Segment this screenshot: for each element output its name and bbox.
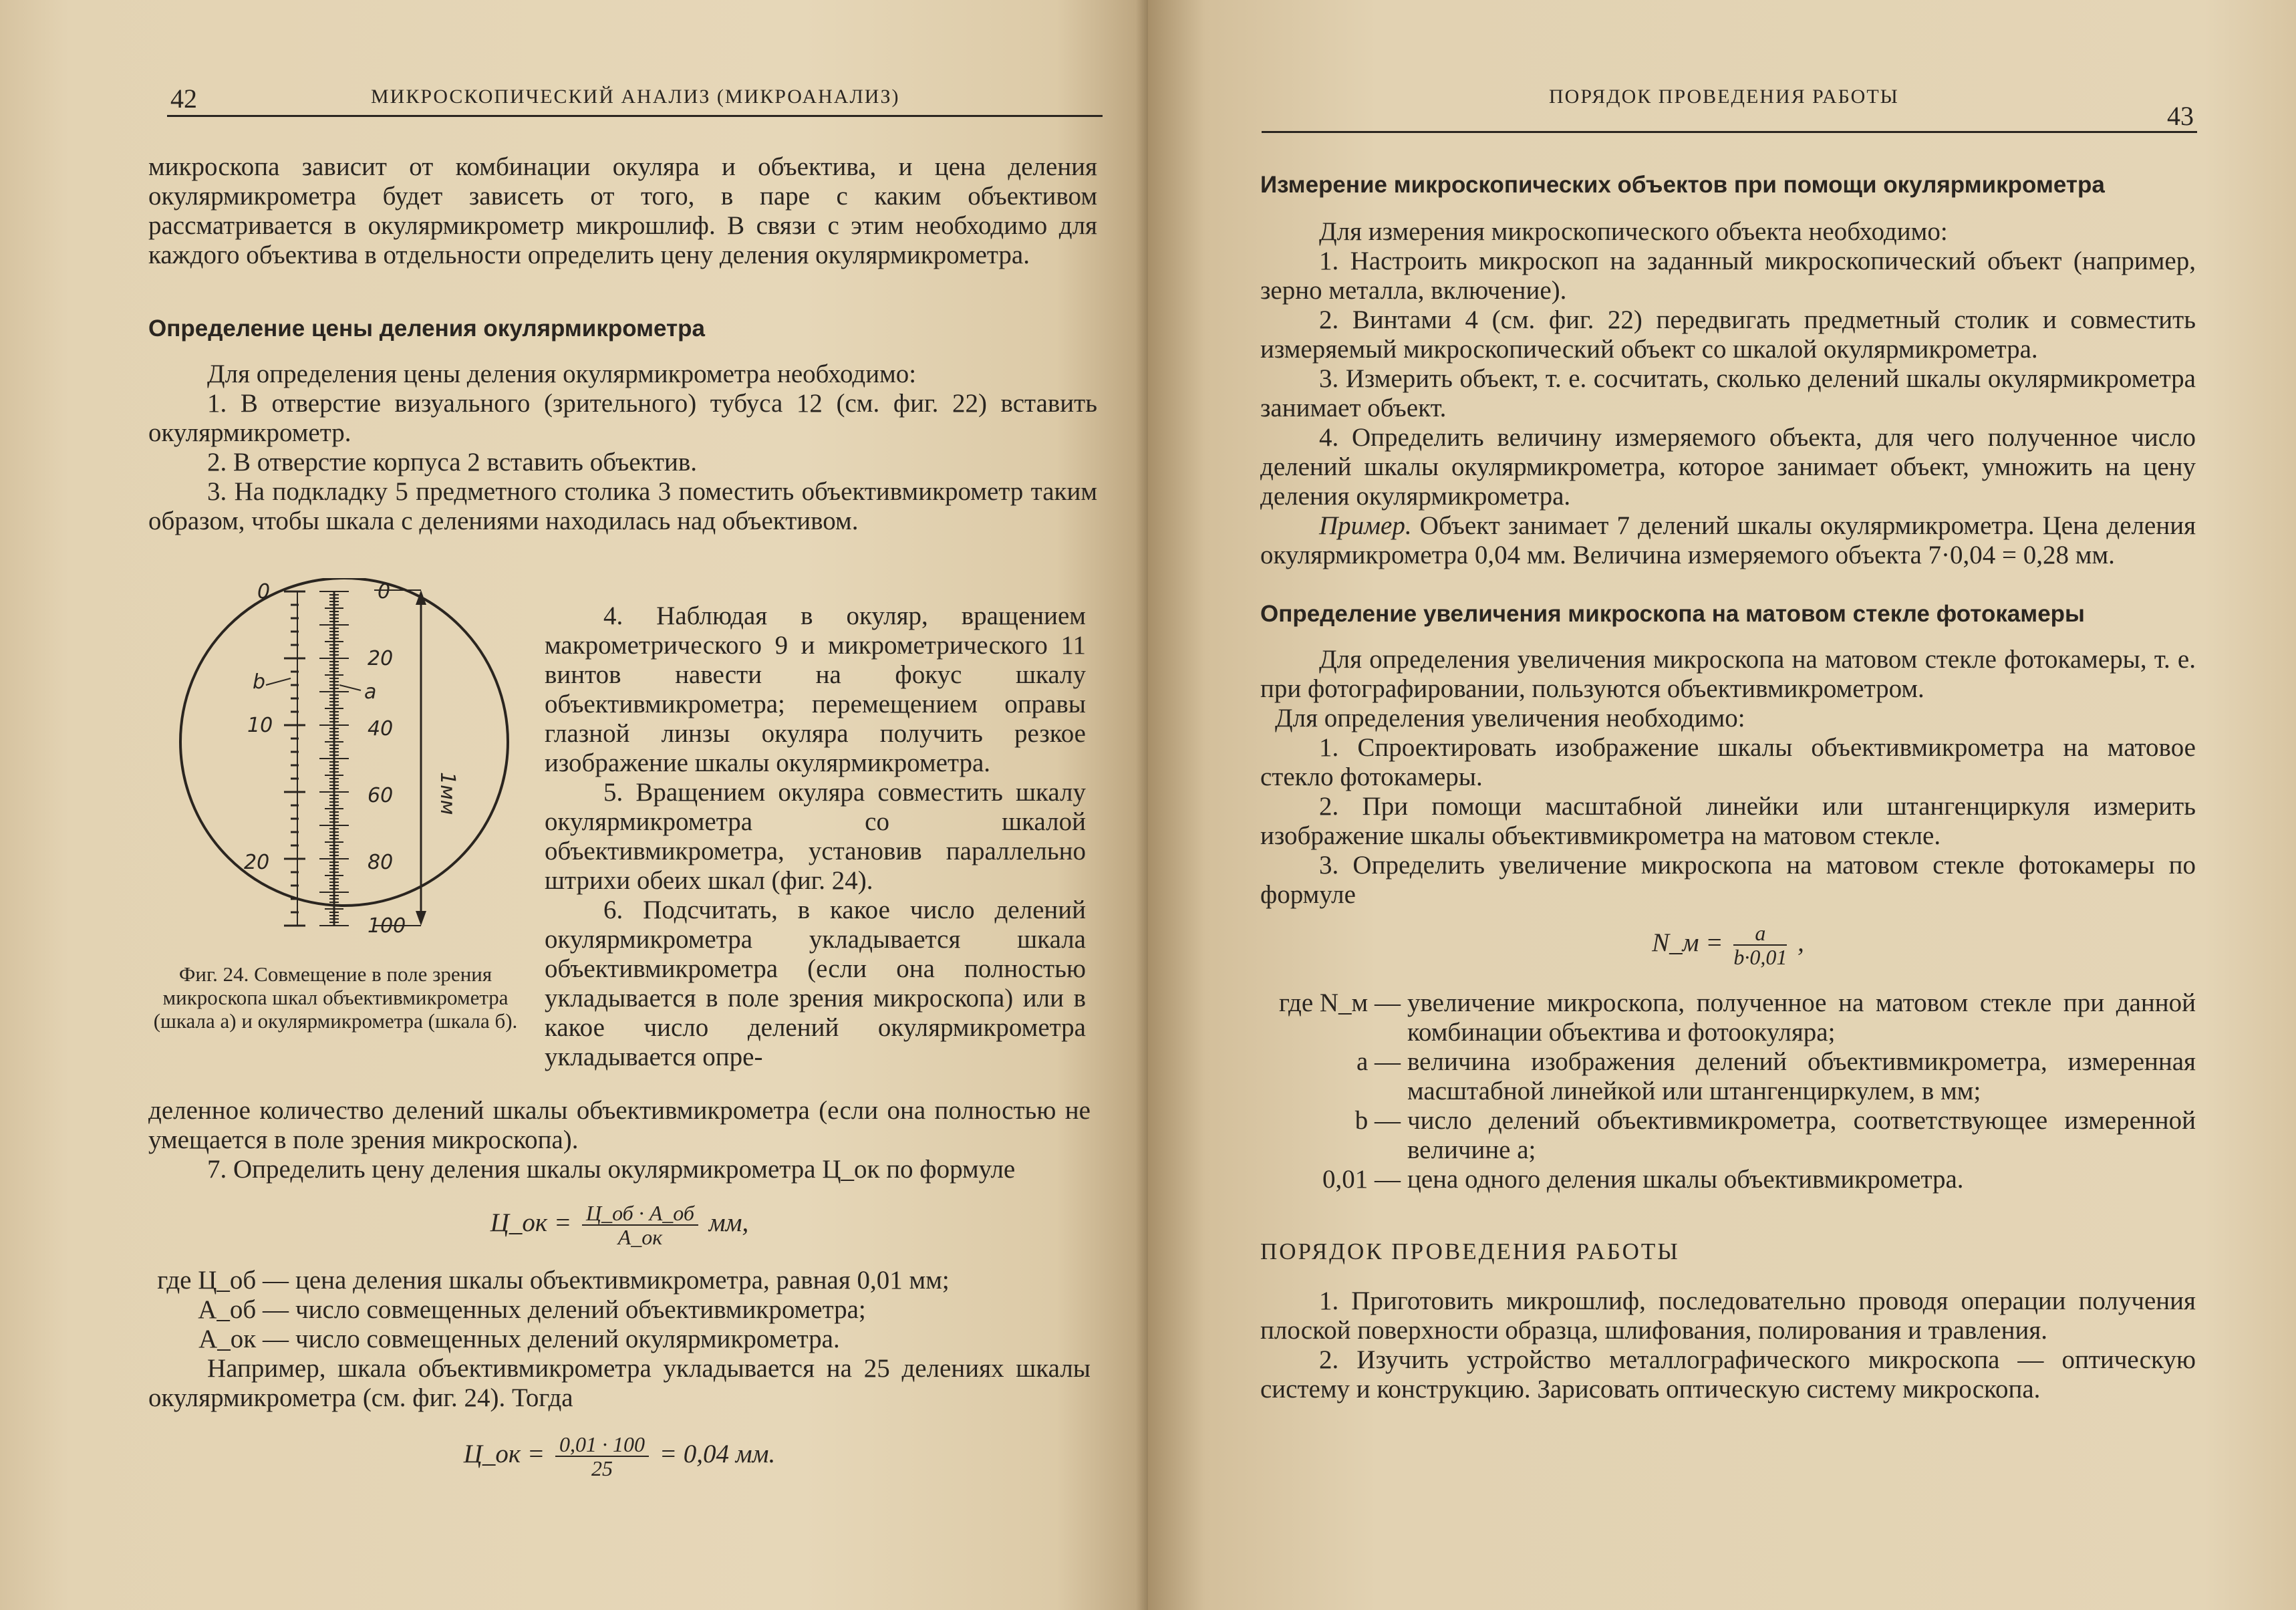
paragraph: 1. Настроить микроскоп на заданный микроскопический объект (например, зерно металла, включение). (1260, 247, 2196, 305)
tick-label: 60 (368, 784, 394, 807)
scale-b-label: b (253, 670, 266, 694)
definition-row: a — величина изображения делений объективмикрометра, измеренная масштабной линейкой или штангенциркулем, в мм; (1356, 1047, 2196, 1105)
definition-row: b — число делений объективмикрометра, соответствующее измеренной величине a; (1354, 1106, 2196, 1164)
paragraph: 3. На подкладку 5 предметного столика 3 поместить объективмикрометр таким образом, чтобы шкала с делениями находилась над объективом. (148, 477, 1097, 535)
running-head-right: ПОРЯДОК ПРОВЕДЕНИЯ РАБОТЫ (1549, 86, 1899, 108)
header-rule-left (167, 115, 1103, 117)
tick-label: 10 (247, 714, 273, 737)
section-heading: Определение увеличения микроскопа на матовом стекле фотокамеры (1260, 601, 2085, 627)
paragraph: Для определения увеличения микроскопа на матовом стекле фотокамеры, т. е. при фотографировании, пользуются объективмикрометром. (1260, 645, 2196, 703)
page-number-left: 42 (170, 84, 197, 114)
definition-row: 0,01 — цена одного деления шкалы объективмикрометра. (1322, 1165, 1964, 1194)
paragraph: Для определения увеличения необходимо: (1275, 704, 1745, 732)
paragraph: 3. Измерить объект, т. е. сосчитать, сколько делений шкалы окулярмикрометра занимает объект. (1260, 364, 2196, 422)
running-head-left: МИКРОСКОПИЧЕСКИЙ АНАЛИЗ (МИКРОАНАЛИЗ) (371, 86, 900, 108)
definition-row: А_ок — число совмещенных делений окулярмикрометра. (198, 1325, 840, 1353)
paragraph: 4. Наблюдая в окуляр, вращением макрометрического 9 и микрометрического 11 винтов навести на фокус шкалу объективмикрометра; перемещением оправы глазной линзы окуляра получить резкое изображение шкалы окулярмикрометра. (545, 601, 1086, 777)
right-text (1260, 170, 2196, 1404)
section-heading: Определение цены деления окулярмикрометра (148, 315, 706, 342)
scale-diagram (154, 578, 541, 952)
left-text-top (148, 152, 1097, 536)
paragraph: деленное количество делений шкалы объективмикрометра (если она полностью не умещается в поле зрения микроскопа). (148, 1096, 1091, 1154)
formula-2: Ц_ок = $\frac{0,01 \cdot 100}{25}$ = 0,04 мм. (463, 1432, 776, 1480)
section-heading: Измерение микроскопических объектов при помощи окулярмикрометра (1260, 172, 2105, 198)
left-text-wrap (545, 601, 1086, 1072)
definition-row: где N_м — увеличение микроскопа, полученное на матовом стекле при данной комбинации объектива и фотоокуляра; (1278, 988, 2196, 1047)
definition-row: где Ц_об — цена деления шкалы объективмикрометра, равная 0,01 мм; (157, 1266, 950, 1295)
tick-label: 100 (368, 914, 406, 938)
paragraph: 1. Спроектировать изображение шкалы объективмикрометра на матовое стекло фотокамеры. (1260, 733, 2196, 791)
paragraph: 2. Винтами 4 (см. фиг. 22) передвигать предметный столик и совместить измеряемый микроскопический объект со шкалой окулярмикрометра. (1260, 305, 2196, 364)
paragraph: Например, шкала объективмикрометра укладывается на 25 делениях шкалы окулярмикрометра (см. фиг. 24). Тогда (148, 1354, 1091, 1412)
tick-label: 0 (378, 580, 391, 603)
paragraph: 1. В отверстие визуального (зрительного) тубуса 12 (см. фиг. 22) вставить окулярмикрометр. (148, 389, 1097, 447)
tick-label: 20 (244, 851, 270, 874)
page-number-right: 43 (2167, 101, 2194, 131)
figure-24 (154, 578, 541, 952)
paragraph: 2. Изучить устройство металлографического микроскопа — оптическую систему и конструкцию. Зарисовать оптическую систему микроскопа. (1260, 1345, 2196, 1403)
paragraph: 2. В отверстие корпуса 2 вставить объектив. (207, 448, 698, 477)
right-page (1148, 0, 2296, 1610)
section-heading: ПОРЯДОК ПРОВЕДЕНИЯ РАБОТЫ (1260, 1238, 1680, 1264)
paragraph: 7. Определить цену деления шкалы окулярмикрометра Ц_ок по формуле (207, 1155, 1016, 1184)
formula-1: Ц_ок = $\frac{Ц\_об \cdot А\_об}{А\_ок}$ мм, (490, 1201, 749, 1249)
definition-row: А_об — число совмещенных делений объективмикрометра; (198, 1295, 866, 1324)
tick-label: 0 (257, 580, 271, 603)
figure-caption: Фиг. 24. Совмещение в поле зрения микроскопа шкал объективмикрометра (шкала а) и окулярмикрометра (шкала б). (153, 962, 518, 1033)
tick-label: 20 (368, 647, 394, 670)
paragraph: 2. При помощи масштабной линейки или штангенциркуля измерить изображение шкалы объективмикрометра на матовом стекле. (1260, 792, 2196, 850)
tick-label: 80 (368, 851, 394, 874)
mm-label: 1мм (436, 772, 459, 815)
paragraph-intro: микроскопа зависит от комбинации окуляра и объектива, и цена деления окулярмикрометра будет зависеть от того, в паре с каким объективом рассматривается в окулярмикрометр микрошлиф. В связи с этим необходимо для каждого объектива в отдельности определить цену деления окулярмикрометра. (148, 152, 1097, 269)
tick-label: 40 (368, 717, 394, 741)
paragraph: 4. Определить величину измеряемого объекта, для чего полученное число делений шкалы окулярмикрометра, которое занимает объект, умножить на цену деления окулярмикрометра. (1260, 423, 2196, 511)
paragraph: 3. Определить увеличение микроскопа на матовом стекле фотокамеры по формуле (1260, 851, 2196, 909)
paragraph: 6. Подсчитать, в какое число делений окулярмикрометра укладывается шкала объективмикрометра (если она полностью укладывается в поле зрения микроскопа) или в какое число делений окулярмикрометра укладывается опре- (545, 896, 1086, 1071)
left-text-bottom (148, 1096, 1091, 1480)
paragraph: 1. Приготовить микрошлиф, последовательно проводя операции получения плоской поверхности образца, шлифования, полирования и травления. (1260, 1287, 2196, 1345)
paragraph: Для определения цены деления окулярмикрометра необходимо: (207, 360, 917, 388)
header-rule-right (1262, 131, 2197, 133)
paragraph: Для измерения микроскопического объекта необходимо: (1319, 217, 1948, 246)
formula-3: N_м = $\frac{a}{b\cdot 0,01}$ , (1652, 921, 1804, 969)
scale-a-label: а (364, 680, 377, 704)
paragraph: Пример. Объект занимает 7 делений шкалы окулярмикрометра. Цена деления окулярмикрометра 0,04 мм. Величина измеряемого объекта 7·0,04 = 0,28 мм. (1260, 511, 2196, 569)
paragraph: 5. Вращением окуляра совместить шкалу окулярмикрометра со шкалой объективмикрометра, установив параллельно штрихи обеих шкал (фиг. 24). (545, 778, 1086, 895)
